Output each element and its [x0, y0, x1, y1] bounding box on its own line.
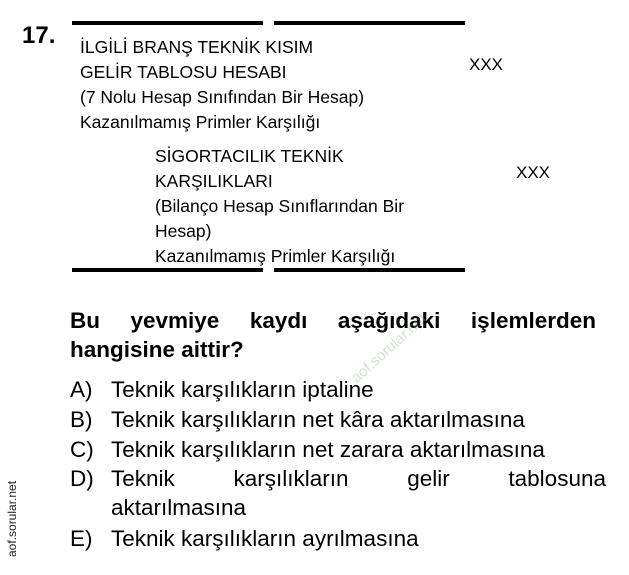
debit-line: Kazanılmamış Primler Karşılığı — [80, 112, 321, 132]
option-label: C) — [70, 437, 94, 462]
diagonal-watermark: aof.sorular.net — [348, 310, 431, 387]
option-label: B) — [70, 407, 93, 432]
debit-entry — [80, 35, 364, 135]
side-watermark-text: aof.sorular.net — [5, 480, 19, 558]
journal-top-rule-right — [274, 21, 465, 25]
option-b[interactable] — [70, 405, 606, 434]
debit-amount: XXX — [469, 55, 504, 74]
credit-line: (Bilanço Hesap Sınıflarından Bir — [155, 196, 405, 216]
option-c[interactable] — [70, 435, 606, 464]
credit-line: SİGORTACILIK TEKNİK — [155, 146, 344, 166]
credit-entry — [155, 144, 404, 269]
question-stem-line1: Bu yevmiye kaydı aşağıdaki işlemlerden — [70, 308, 596, 333]
option-word: karşılıkların — [233, 466, 349, 491]
option-label: E) — [70, 526, 93, 551]
debit-line: İLGİLİ BRANŞ TEKNİK KISIM — [80, 37, 314, 57]
option-d[interactable] — [70, 464, 606, 522]
option-word: Teknik — [111, 466, 175, 491]
credit-line: KARŞILIKLARI — [155, 171, 273, 191]
option-word: tablosuna — [508, 466, 606, 491]
credit-line: Kazanılmamış Primler Karşılığı — [155, 246, 396, 266]
option-label: A) — [70, 377, 93, 402]
option-a[interactable] — [70, 375, 606, 404]
option-label: D) — [70, 466, 94, 491]
option-text: Teknik karşılıkların net kâra aktarılmasına — [111, 407, 525, 432]
credit-line: Hesap) — [155, 221, 212, 241]
journal-bottom-rule-right — [274, 268, 465, 272]
debit-line: (7 Nolu Hesap Sınıfından Bir Hesap) — [80, 87, 365, 107]
question-stem — [70, 306, 596, 364]
journal-top-rule-left — [72, 21, 263, 25]
journal-bottom-rule-left — [72, 268, 263, 272]
option-text-line1 — [111, 464, 606, 493]
option-text: Teknik karşılıkların ayrılmasına — [111, 526, 419, 551]
question-number: 17. — [22, 22, 56, 49]
option-text: Teknik karşılıkların net zarara aktarılmasına — [111, 437, 545, 462]
question-stem-line2: hangisine aittir? — [70, 337, 244, 362]
side-watermark — [1, 464, 23, 574]
debit-line: GELİR TABLOSU HESABI — [80, 62, 287, 82]
option-word: gelir — [407, 466, 450, 491]
option-text: Teknik karşılıkların iptaline — [111, 377, 374, 402]
option-text-line2: aktarılmasına — [111, 495, 247, 520]
credit-amount: XXX — [516, 163, 551, 182]
option-e[interactable] — [70, 524, 606, 553]
